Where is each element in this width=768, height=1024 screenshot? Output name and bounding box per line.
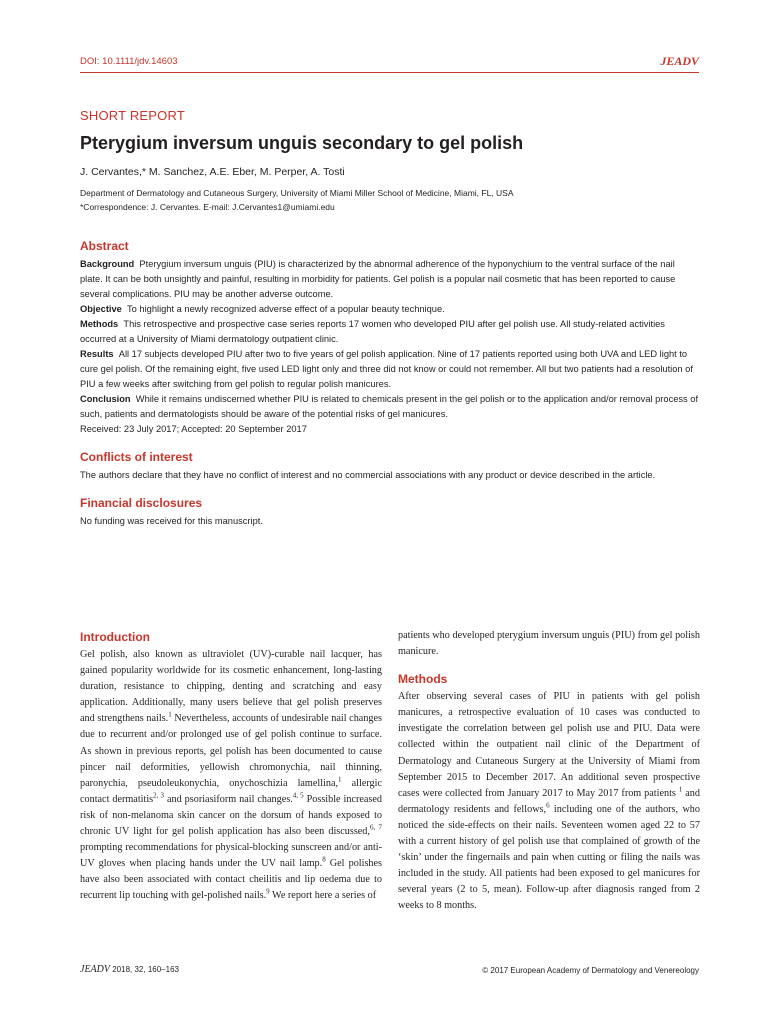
abstract-background [80,257,700,302]
intro-text-1: Gel polish, also known as ultraviolet (UV)-curable nail lacquer, has gained popularity worldwide for its cosmetic enhancement, long-lasting duration, resistance to chipping, denting and scratching and easy application. Additionally, many users believe that gel polish preserves and strengthens nails. [80,649,382,725]
abstract-background-text: Pterygium inversum unguis (PIU) is characterized by the abnormal adherence of the hyponychium to the ventral surface of the nail plate. It can be both unsightly and painful, resulting in morbidity for patients. Gel polish is a popular nail cosmetic that has been reported to cause several complications. PIU may be another adverse outcome. [80,259,676,299]
doi-link[interactable]: DOI: 10.1111/jdv.14603 [80,56,178,67]
methods-text-3: including one of the authors, who noticed the side-effects on their nails. Seventeen women aged 22 to 57 with a current history of gel polish use that complained of growth of the ‘skin’ under the fingernails and pain when cutting or filing the nails was included in the study. All patients had been exposed to gel manicures for several years (2 to 5, mean). Follow-up after diagnosis ranged from 2 weeks to 8 months. [398,803,700,912]
abstract-conclusion [80,392,700,422]
methods-text-1: After observing several cases of PIU in patients with gel polish manicures, a retrospective evaluation of 10 cases was conducted to investigate the correlation between gel polish use and PIU. Data were collected within the outpatient nail clinic of the Department of Dermatology and Cutaneous Surgery at the University of Miami from September 2015 to December 2017. An additional seven prospective cases were collected from January 2017 to May 2017 from patients [398,691,700,799]
citation-ref[interactable]: 1 [168,710,172,719]
article-type: SHORT REPORT [80,108,185,123]
body-column-left [80,628,382,905]
introduction-heading: Introduction [80,630,150,644]
author-list: J. Cervantes,* M. Sanchez, A.E. Eber, M. Perper, A. Tosti [80,166,345,178]
abstract-conclusion-text: While it remains undiscerned whether PIU is related to chemicals present in the gel polish or to the application and/or removal process of such, patients and dermatologists should be aware of the potential risks of gel manicures. [80,394,699,419]
citation-ref[interactable]: 1 [678,785,683,794]
intro-text-3: allergic contact dermatitis [80,777,382,805]
funding-text: No funding was received for this manuscript. [80,516,263,526]
affiliation: Department of Dermatology and Cutaneous Surgery, University of Miami Miller School of Medicine, Miami, FL, USA [80,188,514,198]
funding-heading: Financial disclosures [80,496,203,510]
abstract-results-label: Results [80,349,114,359]
methods-text-2: and dermatology residents and fellows, [398,787,700,815]
abstract-heading: Abstract [80,239,129,253]
conflicts-heading: Conflicts of interest [80,450,193,464]
conflicts-text: The authors declare that they have no conflict of interest and no commercial associations with any product or device described in the article. [80,470,656,480]
citation-ref[interactable]: 4, 5 [292,791,304,800]
abstract-conclusion-label: Conclusion [80,394,131,404]
footer-journal: JEADV [80,964,110,975]
introduction-continuation: patients who developed pterygium inversum unguis (PIU) from gel polish manicure. [398,630,700,658]
abstract-background-label: Background [80,259,135,269]
footer-copyright: © 2017 European Academy of Dermatology and Venereology [482,966,699,975]
article-title: Pterygium inversum unguis secondary to gel polish [80,133,524,153]
journal-name: JEADV [660,54,699,68]
footer-volume-pages: 2018, 32, 160–163 [112,965,179,974]
abstract-objective-text: To highlight a newly recognized adverse effect of a popular beauty technique. [127,304,445,314]
intro-text-4: and psoriasiform nail changes. [164,793,293,805]
abstract-methods-label: Methods [80,319,119,329]
introduction-paragraph [80,647,382,905]
citation-ref[interactable]: 6, 7 [369,823,382,832]
front-matter [80,238,700,529]
correspondence: *Correspondence: J. Cervantes. E-mail: J.Cervantes1@umiami.edu [80,202,335,212]
footer-citation [80,964,179,975]
abstract-results [80,347,700,392]
citation-ref[interactable]: 9 [266,888,270,897]
abstract-results-text: All 17 subjects developed PIU after two to five years of gel polish application. Nine of 17 patients reported using both UVA and LED light to cure gel polish. Of the remaining eight, five used LED light only and three did not know or could not remember. All but two patients had a resolution of PIU a few weeks after switching from gel polish to regular polish manicures. [80,349,693,389]
methods-heading: Methods [398,672,448,687]
citation-ref[interactable]: 1 [338,775,342,784]
abstract-objective [80,302,700,317]
citation-ref[interactable]: 6 [546,801,550,810]
intro-text-2: Nevertheless, accounts of undesirable nail changes due to recurrent and/or prolonged use of gel polish continue to surface. As shown in previous reports, gel polish has been documented to cause pincer nail deformities, yellowish chromonychia, nail thinning, paronychia, pseudoleukonychia, onychoschizia lamellina, [80,713,382,789]
header-rule [80,72,699,73]
intro-text-5: Possible increased risk of non-melanoma skin cancer on the dorsum of hands exposed to chronic UV light for gel polish application has also been discussed, [80,793,383,838]
abstract-objective-label: Objective [80,304,122,314]
intro-text-7: Gel polishes have also been associated with contact cheilitis and lip oedema due to recurrent lip touching with gel-polished nails. [80,858,383,902]
intro-text-8-part: We report here a series of [269,890,377,902]
citation-ref[interactable]: 8 [322,855,326,864]
citation-ref[interactable]: 2, 3 [153,791,165,800]
abstract-methods-text: This retrospective and prospective case series reports 17 women who developed PIU after gel polish use. All study-related activities occurred at a University of Miami dermatology outpatient clinic. [80,319,665,344]
abstract-methods [80,317,700,347]
body-column-right [398,628,700,915]
methods-paragraph [398,689,700,914]
intro-text-6: prompting recommendations for physical-blocking sunscreen and/or anti-UV gloves when placing hands under the UV nail lamp. [80,842,382,870]
received-dates: Received: 23 July 2017; Accepted: 20 September 2017 [80,424,307,434]
